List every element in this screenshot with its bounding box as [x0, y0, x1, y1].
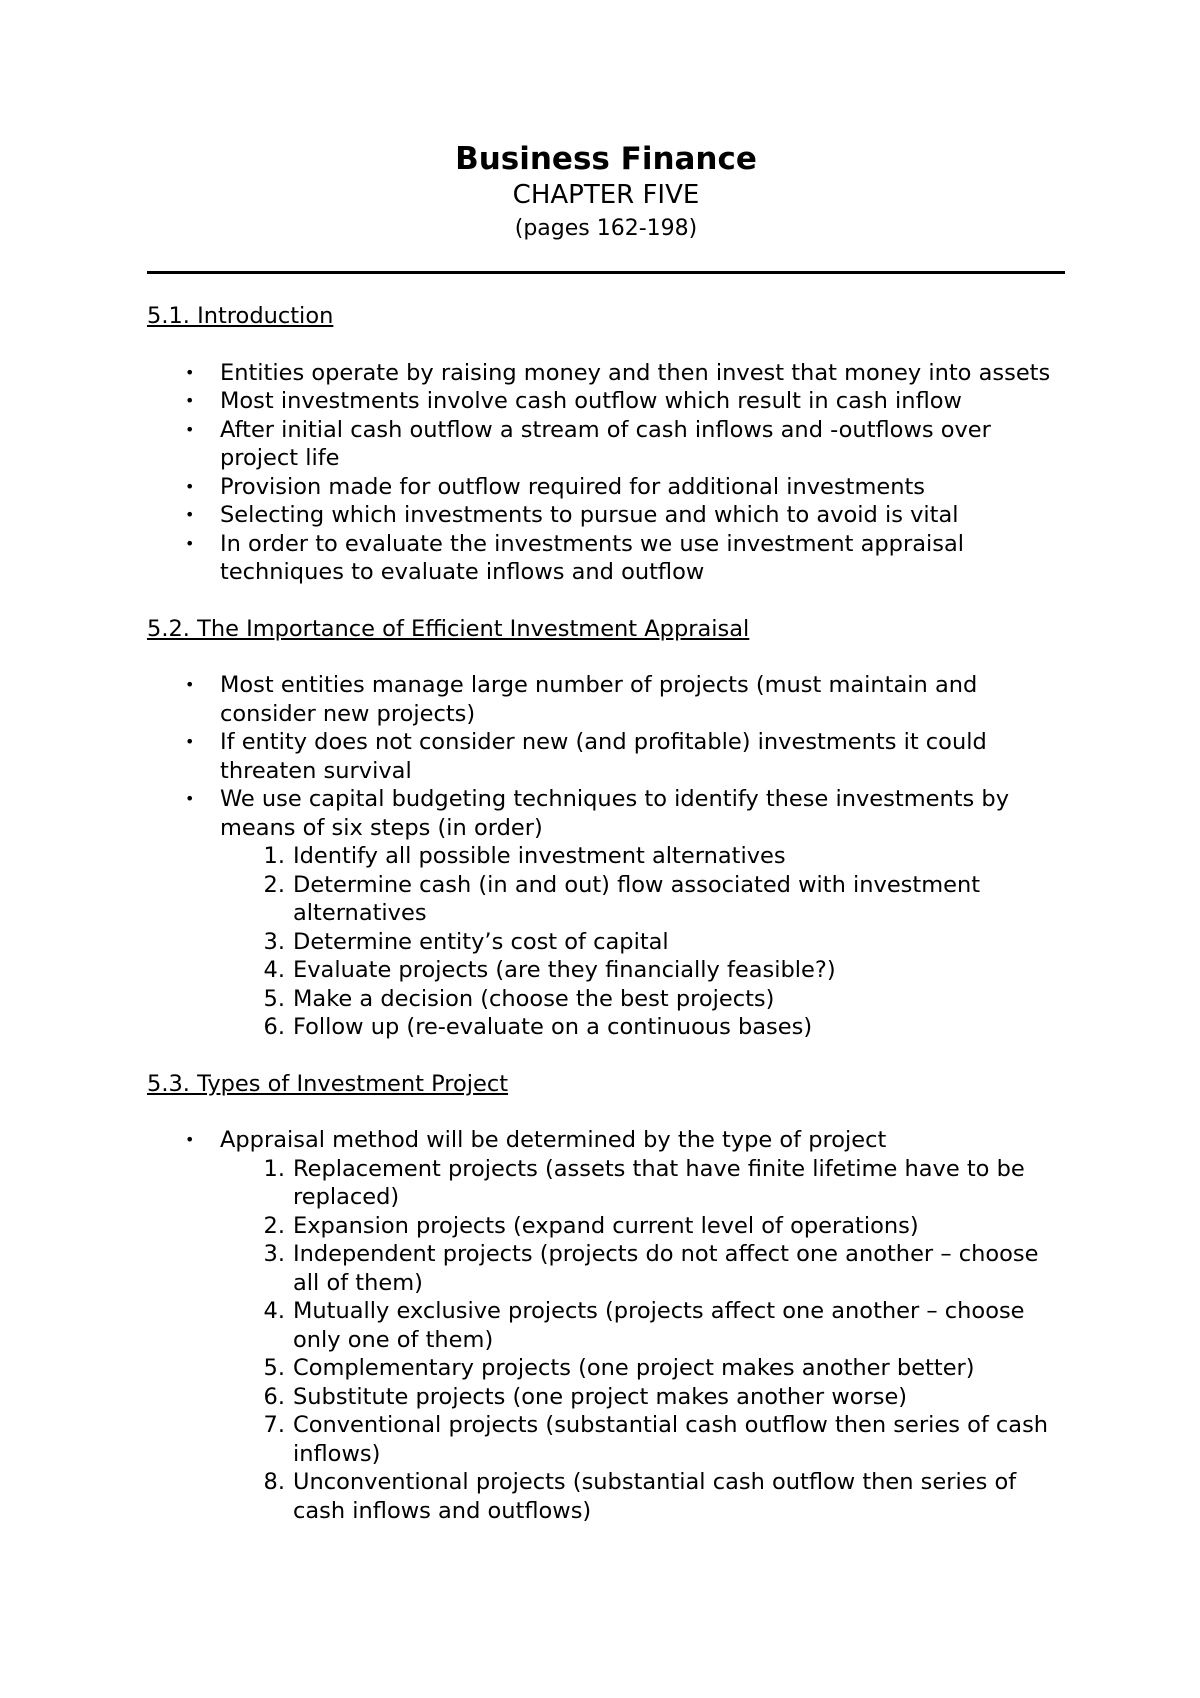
numbered-item: 4. Evaluate projects (are they financially feasible?) — [220, 956, 1065, 985]
bullet-icon: • — [185, 533, 195, 553]
list-item: • Provision made for outflow required for additional investments — [185, 473, 926, 500]
numbered-item: 1. Identify all possible investment alternatives — [220, 842, 1065, 871]
bullet-icon: • — [185, 789, 195, 808]
item-number: 1. — [263, 843, 285, 869]
header-divider — [147, 271, 1065, 274]
list-item: • Most investments involve cash outflow which result in cash inflow — [185, 388, 962, 414]
section-efficient-appraisal — [147, 615, 1065, 1042]
numbered-item: 5. Make a decision (choose the best projects) — [220, 985, 1065, 1014]
item-number: 3. — [263, 928, 285, 955]
item-number: 4. — [263, 957, 285, 983]
numbered-item: 7. Conventional projects (substantial cash outflow then series of cash inflows) — [220, 1411, 1065, 1468]
numbered-item: 2. Expansion projects (expand current level of operations) — [220, 1212, 1065, 1241]
numbered-list — [220, 842, 1065, 1042]
numbered-item: 4. Mutually exclusive projects (projects affect one another – choose only one of them) — [220, 1297, 1065, 1354]
page-range: (pages 162-198) — [514, 216, 698, 241]
section-title: 5.1. Introduction — [147, 303, 334, 329]
item-number: 3. — [263, 1241, 285, 1267]
numbered-item: 6. Follow up (re-evaluate on a continuous bases) — [220, 1013, 1065, 1042]
document-header — [147, 140, 1065, 246]
item-number: 2. — [263, 871, 285, 898]
chapter-heading: CHAPTER FIVE — [512, 180, 700, 210]
list-item: • Selecting which investments to pursue and which to avoid is vital — [185, 502, 959, 528]
section-introduction — [147, 302, 1065, 587]
numbered-list — [220, 1155, 1065, 1526]
document-title: Business Finance — [455, 141, 757, 177]
list-item: • Most entities manage large number of projects (must maintain and consider new projects) — [185, 672, 978, 727]
bullet-icon: • — [185, 1130, 195, 1149]
numbered-item: 6. Substitute projects (one project makes another worse) — [220, 1383, 1065, 1412]
list-item: • If entity does not consider new (and profitable) investments it could threaten survival — [185, 729, 987, 784]
item-number: 5. — [263, 985, 285, 1012]
section-title: 5.2. The Importance of Efficient Investment Appraisal — [147, 615, 750, 642]
list-item: • Appraisal method will be determined by the type of project 1. Replacement projects (assets that have finite lifetime have to be replaced) 2. Expansion projects (expand current level of operations) 3. Independent projects (projects do not affect one another – choose all of them) 4. Mutually exclusive projects (projects affect one another – choose only one of them) 5. Complementary projects (one project makes another better) 6. Substitute projects (one project makes another worse) 7. Conventional projects (substantial cash outflow then series of cash inflows) 8. Unconventional projects (substantial cash outflow then series of cash inflows and outflows) — [147, 1126, 1065, 1525]
bullet-list — [147, 1126, 1065, 1525]
item-number: 1. — [263, 1155, 285, 1182]
item-number: 6. — [263, 1383, 285, 1410]
section-project-types — [147, 1070, 1065, 1526]
bullet-icon: • — [185, 362, 195, 382]
bullet-icon: • — [185, 732, 195, 751]
item-number: 4. — [263, 1298, 285, 1324]
item-number: 2. — [263, 1212, 285, 1239]
numbered-item: 8. Unconventional projects (substantial cash outflow then series of cash inflows and outflows) — [220, 1468, 1065, 1525]
bullet-list — [147, 671, 1065, 1042]
list-item: • Entities operate by raising money and then invest that money into assets — [185, 359, 1051, 386]
item-number: 5. — [263, 1355, 285, 1381]
document-page — [147, 140, 1065, 1553]
item-number: 6. — [263, 1014, 285, 1040]
item-number: 7. — [263, 1412, 285, 1438]
bullet-icon: • — [185, 391, 195, 410]
numbered-item: 5. Complementary projects (one project makes another better) — [220, 1354, 1065, 1383]
numbered-item: 1. Replacement projects (assets that have finite lifetime have to be replaced) — [220, 1155, 1065, 1212]
bullet-icon: • — [185, 476, 195, 496]
item-number: 8. — [263, 1469, 285, 1495]
list-item: • We use capital budgeting techniques to identify these investments by means of six steps (in order) 1. Identify all possible investment alternatives 2. Determine cash (in and out) flow associated with investment alternatives 3. Determine entity’s cost of capital 4. Evaluate projects (are they financially feasible?) 5. Make a decision (choose the best projects) 6. Follow up (re-evaluate on a continuous bases) — [147, 785, 1065, 1042]
section-title: 5.3. Types of Investment Project — [147, 1070, 509, 1097]
bullet-icon: • — [185, 675, 195, 694]
bullet-icon: • — [185, 505, 195, 524]
bullet-list — [147, 359, 1065, 587]
numbered-item: 2. Determine cash (in and out) flow associated with investment alternatives — [220, 871, 1065, 928]
bullet-icon: • — [185, 419, 195, 439]
list-item: • In order to evaluate the investments we use investment appraisal techniques to evaluate inflows and outflow — [185, 530, 964, 585]
numbered-item: 3. Independent projects (projects do not affect one another – choose all of them) — [220, 1240, 1065, 1297]
numbered-item: 3. Determine entity’s cost of capital — [220, 928, 1065, 957]
list-item: • After initial cash outflow a stream of cash inflows and -outflows over project life — [185, 416, 991, 471]
